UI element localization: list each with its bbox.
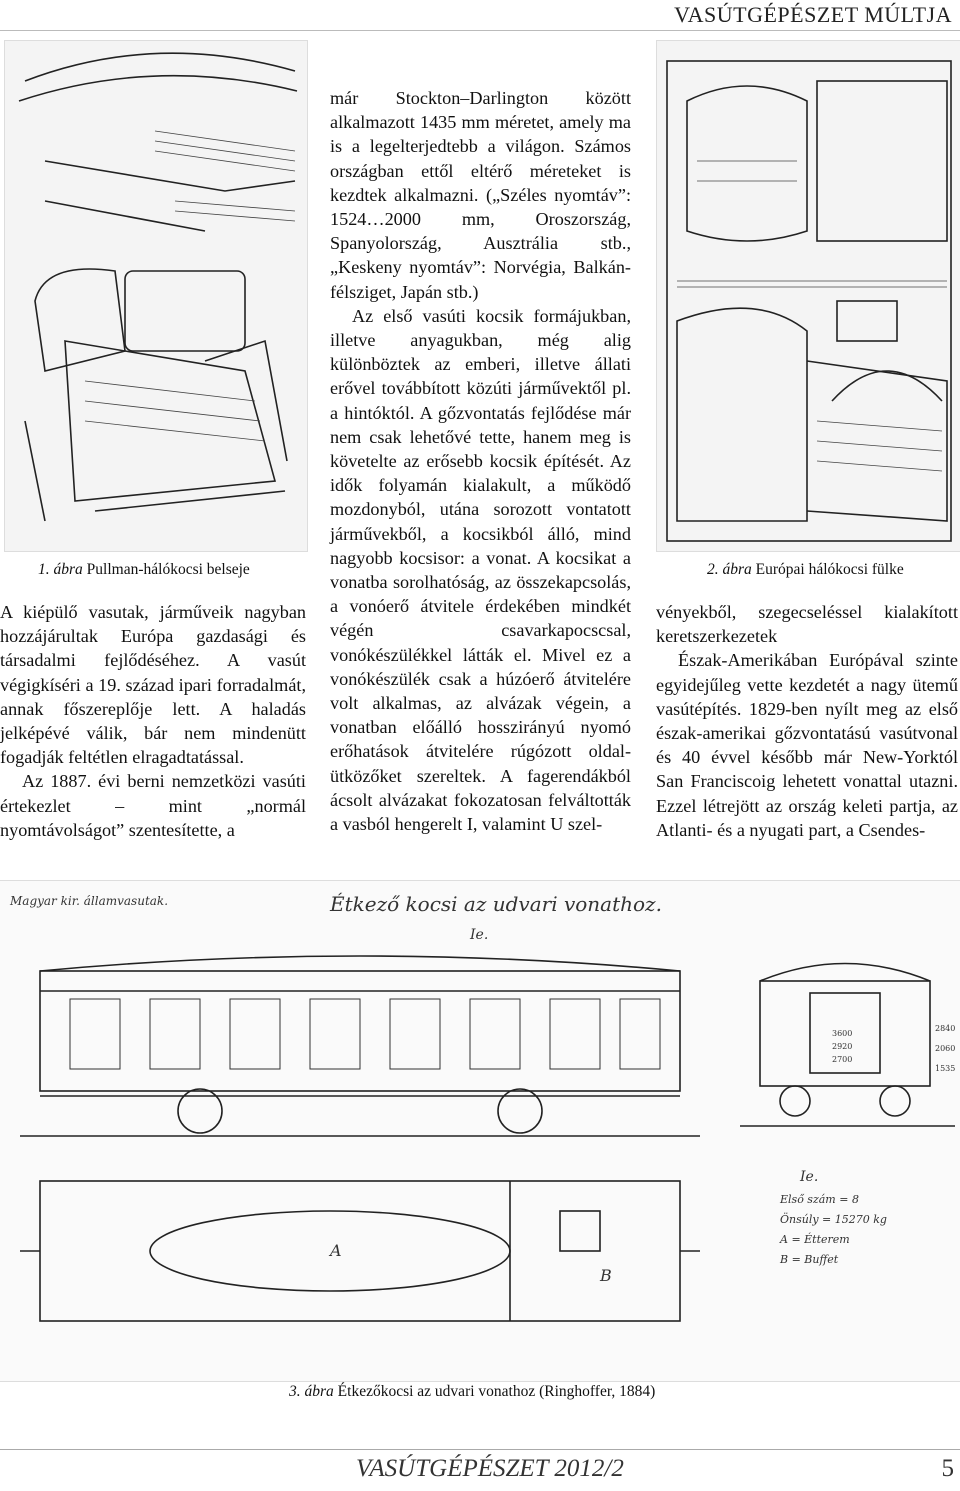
svg-text:2700: 2700 <box>832 1055 853 1064</box>
figure-2-number: 2. ábra <box>707 561 752 578</box>
text-column-3 <box>656 600 958 842</box>
svg-text:2060: 2060 <box>935 1044 956 1053</box>
col1-paragraph-2: Az 1887. évi berni nemzetközi vasúti értekezlet – mint „normál nyomtávolságot” szentesítette, a <box>0 771 306 840</box>
col2-paragraph-2: Az első vasúti kocsik formájukban, illetve anyagukban, még alig különböztek az emberi, illetve állati erővel továbbított közúti járművektől pl. a hintóktól. A gőzvontatás fejlődése már nem csak lehetővé tette, hanem meg is követelte az erősebb kocsik építését. Az idők folyamán kialakult, a működő mozdonyból, utána sorozott vontatott járművekből, a kocsikból álló, mind nagyobb kocsisor: a vonat. A kocsikat a vonatba sorolhatóság, az összekapcsolás, a vonóerő átvitele érdekében mindkét végén csavarkapocscsal, vonókészülékkel látták el. Mivel ez a vonókészülék csak a húzóerő átvitelére volt alkalmas, az alvázak végein, a vonatban előálló hosszirányú nyomó erőhatások átvitelére rúgózott oldal-ütközőket szereltek. A fagerendákból ácsolt alvázakat fokozatosan felváltották a vasból hengerelt I, valamint U szel- <box>330 305 631 835</box>
svg-text:B = Buffet: B = Buffet <box>780 1253 839 1266</box>
figure-2-image <box>656 40 960 552</box>
drawing-company-label: Magyar kir. államvasutak. <box>10 894 169 908</box>
col3-paragraph-2: Észak-Amerikában Európával szinte egyidejűleg vette kezdetét a nagy ütemű vasútépítés. 1829-ben nyílt meg az első észak-amerikai gőzvontatású vasútvonal és 40 évvel később már New-Yorktól San Franciscoig lehetett vonattal utazni. Ezzel létrejött az ország keleti partja, az Atlanti- és a nyugati part, a Csendes- <box>656 650 958 840</box>
page-footer <box>0 1449 960 1491</box>
svg-text:Ie.: Ie. <box>800 1169 819 1185</box>
svg-text:2920: 2920 <box>832 1042 853 1051</box>
svg-text:A = Étterem: A = Étterem <box>780 1233 850 1246</box>
figure-1-text: Pullman-hálókocsi belseje <box>86 561 250 578</box>
footer-rule <box>0 1449 960 1450</box>
figure-1-image <box>4 40 308 552</box>
drawing-title-label: Étkező kocsi az udvari vonathoz. <box>330 892 662 916</box>
svg-text:3600: 3600 <box>832 1029 853 1038</box>
pullman-sleeper-interior-drawing <box>5 41 307 551</box>
figure-1-caption <box>38 561 250 579</box>
figure-3-number: 3. ábra <box>289 1383 334 1400</box>
floor-plan <box>20 1181 700 1321</box>
figure-2-caption <box>707 561 904 579</box>
svg-text:2840: 2840 <box>935 1024 956 1033</box>
figure-3-image <box>0 880 960 1382</box>
svg-text:Első szám = 8: Első szám = 8 <box>780 1193 859 1206</box>
col1-paragraph-1: A kiépülő vasutak, járműveik nagyban hozzájárultak Európa gazdasági és társadalmi fejlődéséhez. A vasút végigkíséri a 19. század ipari forradalmát, annak főszereplője lett. A haladás jelképévé válik, bár nem mindenütt fogadják feltétlen elragadtatással. <box>0 602 306 768</box>
text-column-2 <box>330 86 631 836</box>
col3-paragraph-1: vényekből, szegecseléssel kialakított keretszerkezetek <box>656 602 958 647</box>
col2-paragraph-1: már Stockton–Darlington között alkalmazott 1435 mm méretet, amely ma is a legelterjedtebb a világon. Számos országban ettől eltérő méreteket is kezdtek alkalmazni. („Széles nyomtáv”: 1524…2000 mm, Oroszország, Spanyolország, Ausztrália stb., „Keskeny nyomtáv”: Norvégia, Balkán-félsziget, Japán stb.) <box>330 88 631 302</box>
european-sleeper-compartment-drawing <box>657 41 960 551</box>
drawing-mark-label: Ie. <box>470 927 489 943</box>
side-windows <box>70 999 660 1069</box>
page-number: 5 <box>941 1455 954 1482</box>
svg-text:1535: 1535 <box>935 1064 956 1073</box>
figure-3-caption <box>289 1383 655 1401</box>
room-b-label: B <box>600 1266 612 1285</box>
figure-1-number: 1. ábra <box>38 561 83 578</box>
room-a-label: A <box>330 1241 342 1260</box>
figure-3-text: Étkezőkocsi az udvari vonathoz (Ringhoffer, 1884) <box>337 1383 656 1400</box>
header-rule <box>0 30 960 31</box>
svg-text:Önsúly = 15270 kg: Önsúly = 15270 kg <box>780 1213 887 1226</box>
running-header: VASÚTGÉPÉSZET MÚLTJA <box>674 2 952 27</box>
text-column-1 <box>0 600 306 842</box>
end-dimension-labels <box>832 1024 955 1073</box>
drawing-legend <box>779 1169 887 1266</box>
footer-journal-title: VASÚTGÉPÉSZET 2012/2 <box>356 1455 624 1482</box>
figure-2-text: Európai hálókocsi fülke <box>755 561 904 578</box>
dining-car-technical-drawing <box>0 881 960 1381</box>
